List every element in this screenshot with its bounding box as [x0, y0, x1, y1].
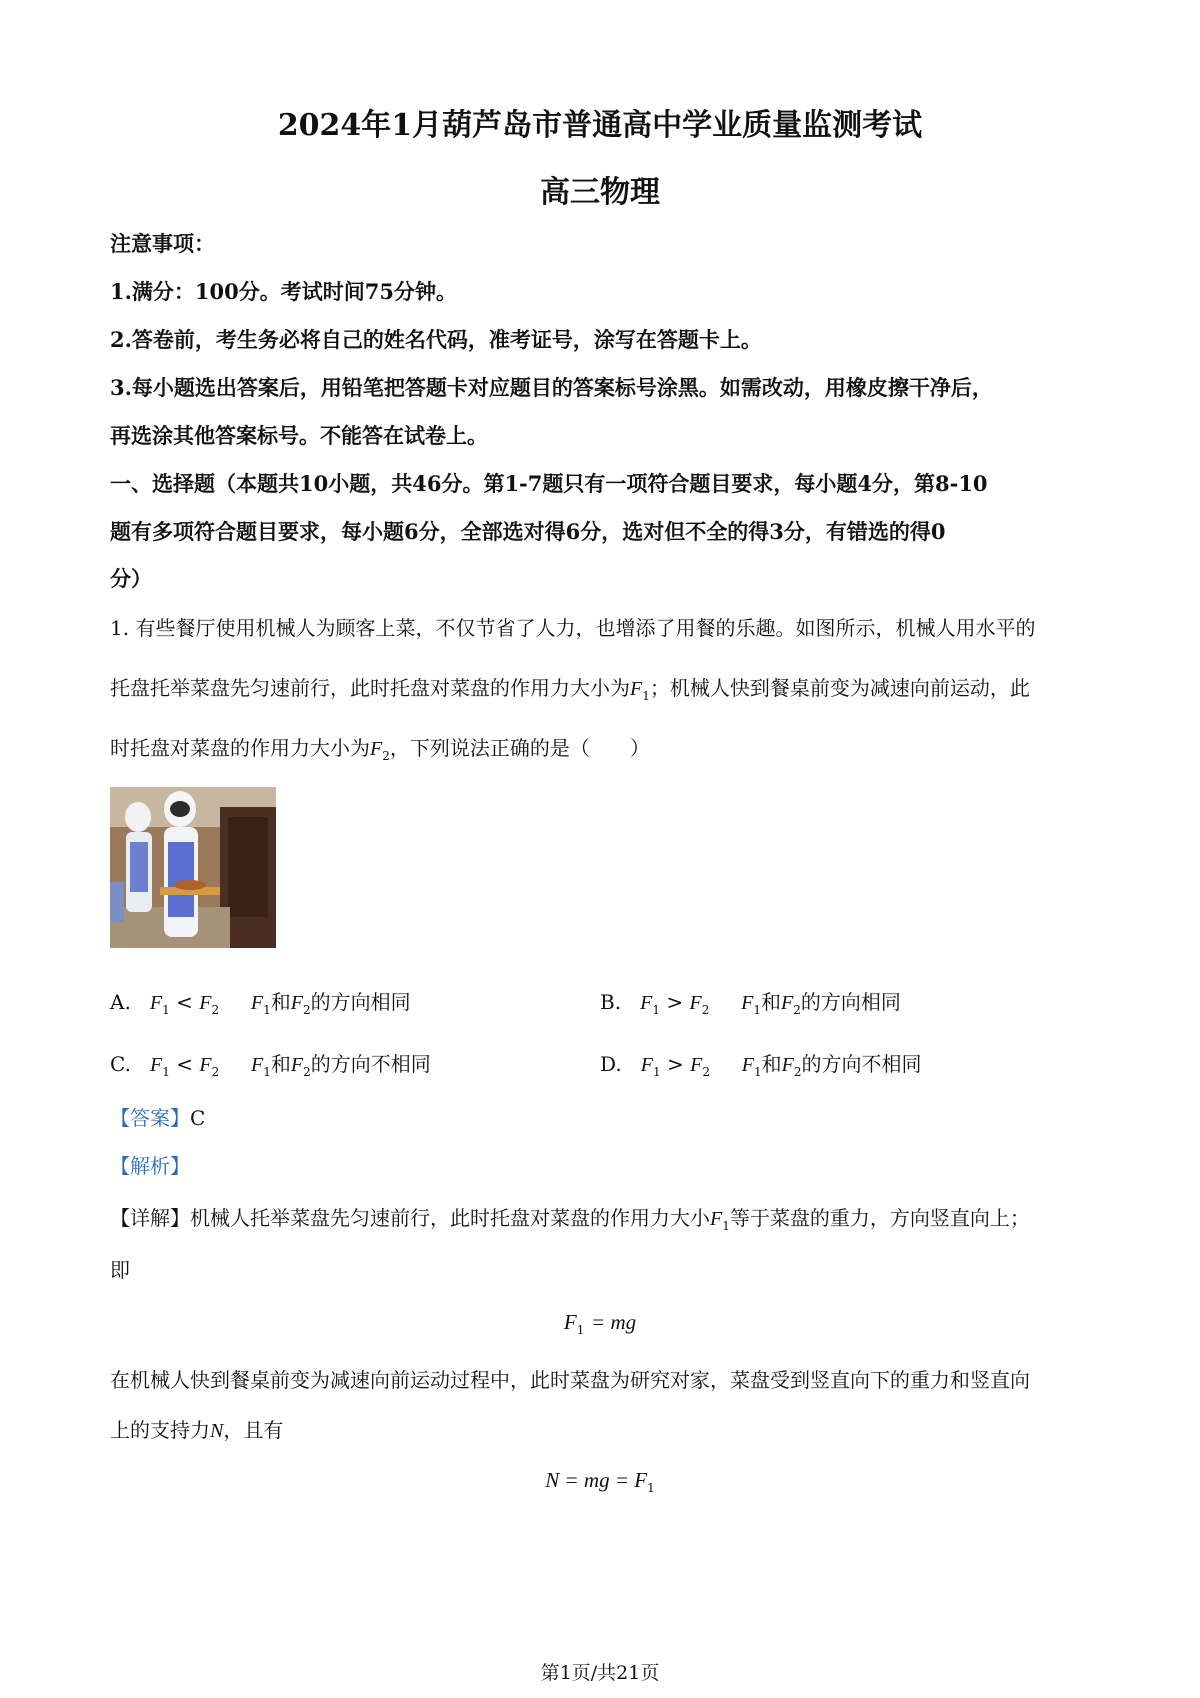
note-item-3: 3.每小题选出答案后，用铅笔把答题卡对应题目的答案标号涂黑。如需改动，用橡皮擦干净后，: [110, 375, 993, 400]
section-instructions-3: 分）: [110, 566, 152, 591]
exam-title: 2024年1月葫芦岛市普通高中学业质量监测考试: [277, 108, 923, 143]
option-c[interactable]: C. $F_1 < F_2$ $F_1$和$F_2$的方向不相同: [110, 1052, 431, 1079]
robot-waiter-photo: [110, 787, 276, 948]
note-item-2: 2.答卷前，考生务必将自己的姓名代码，准考证号，涂写在答题卡上。: [110, 327, 762, 352]
option-d[interactable]: D. $F_1 > F_2$ $F_1$和$F_2$的方向不相同: [600, 1052, 922, 1079]
detail-line-2: 即: [110, 1258, 130, 1282]
note-item-3-cont: 再选涂其他答案标号。不能答在试卷上。: [110, 423, 488, 448]
question-1-line-1: 1. 有些餐厅使用机械人为顾客上菜，不仅节省了人力，也增添了用餐的乐趣。如图所示，机械人用水平的: [110, 616, 1036, 640]
exam-subject: 高三物理: [540, 175, 660, 210]
notes-heading: 注意事项：: [110, 231, 215, 256]
section-instructions-1: 一、选择题（本题共10小题，共46分。第1-7题只有一项符合题目要求，每小题4分，第8-10: [110, 471, 988, 496]
question-1-line-2: 托盘托举菜盘先匀速前行，此时托盘对菜盘的作用力大小为$F_1$；机械人快到餐桌前变为减速向前运动，此: [110, 676, 1030, 703]
section-instructions-2: 题有多项符合题目要求，每小题6分，全部选对得6分，选对但不全的得3分，有错选的得0: [110, 519, 946, 544]
answer-value: C: [190, 1106, 206, 1130]
option-a[interactable]: A. $F_1 < F_2$ $F_1$和$F_2$的方向相同: [110, 990, 411, 1017]
detail-line-1: 【详解】机械人托举菜盘先匀速前行，此时托盘对菜盘的作用力大小$F_1$等于菜盘的重力，方向竖直向上；: [110, 1206, 1030, 1233]
equation-1: $F_1$ = mg: [563, 1310, 637, 1338]
analysis-label: 【解析】: [110, 1154, 190, 1178]
question-1-line-3: 时托盘对菜盘的作用力大小为$F_2$，下列说法正确的是（ ）: [110, 736, 650, 763]
detail-line-4: 上的支持力N，且有: [110, 1418, 284, 1442]
answer-label: 【答案】: [110, 1106, 190, 1130]
equation-2: N = mg = $F_1$: [545, 1468, 655, 1496]
option-b[interactable]: B. $F_1 > F_2$ $F_1$和$F_2$的方向相同: [600, 990, 901, 1017]
note-item-1: 1.满分：100分。考试时间75分钟。: [110, 279, 457, 304]
answer-line: [110, 1102, 1110, 1131]
page-number: 第1页/共21页: [540, 1662, 660, 1684]
detail-line-3: 在机械人快到餐桌前变为减速向前运动过程中，此时菜盘为研究对家，菜盘受到竖直向下的重力和竖直向: [110, 1368, 1030, 1392]
